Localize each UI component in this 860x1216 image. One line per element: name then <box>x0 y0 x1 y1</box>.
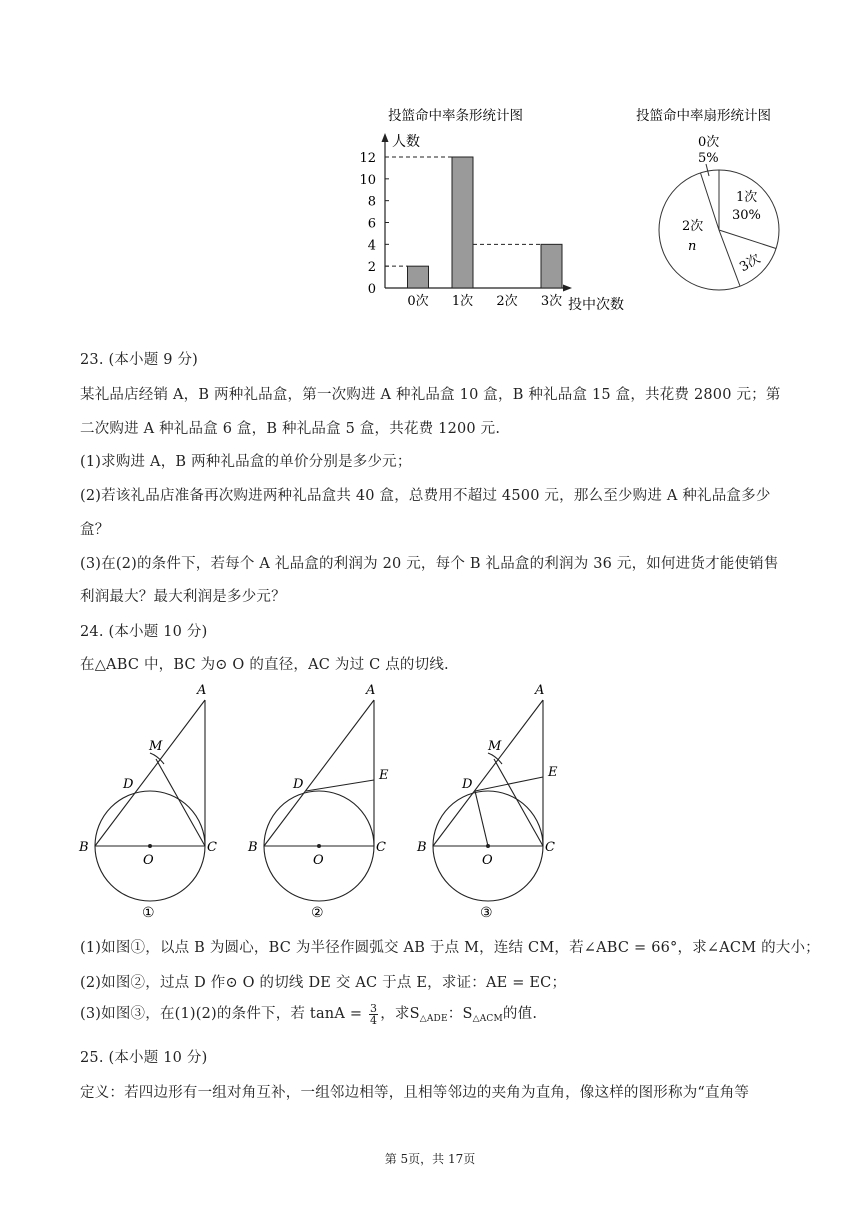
pie-label-0: 0次 <box>698 135 720 150</box>
y-tick-label: 4 <box>367 238 376 254</box>
pie-chart <box>630 100 830 300</box>
x-category-label: 0次 <box>407 294 429 309</box>
q24-figures <box>70 680 590 920</box>
q23-part-1: (1)求购进 A，B 两种礼品盒的单价分别是多少元； <box>80 454 412 470</box>
svg-text:C: C <box>207 840 217 855</box>
figure-2-number: ② <box>311 905 324 920</box>
q23-part-2b: 盒？ <box>80 522 110 538</box>
pie-pct-1: 30% <box>732 208 761 223</box>
svg-text:B: B <box>248 840 258 855</box>
q23-line-1: 某礼品店经销 A，B 两种礼品盒，第一次购进 A 种礼品盒 10 盒，B 种礼品盒 15 盒，共花费 2800 元；第 <box>80 387 781 403</box>
q23-part-3b: 利润最大？最大利润是多少元？ <box>80 589 286 605</box>
pie-divider-1-3 <box>719 230 776 249</box>
svg-text:A: A <box>197 683 207 698</box>
bar-chart <box>340 100 650 325</box>
x-axis-arrow <box>563 285 572 292</box>
figure-3 <box>416 683 558 920</box>
bar-3 <box>541 244 562 288</box>
svg-text:M: M <box>149 739 163 754</box>
q23-line-2: 二次购进 A 种礼品盒 6 盒，B 种礼品盒 5 盒，共花费 1200 元. <box>80 421 501 437</box>
pie-chart-title: 投篮命中率扇形统计图 <box>636 108 771 124</box>
bar-0 <box>408 266 429 288</box>
y-tick-label: 0 <box>367 282 376 297</box>
y-tick-label: 8 <box>367 194 376 210</box>
figure-3-number: ③ <box>480 905 493 920</box>
y-tick-label: 12 <box>359 151 376 166</box>
svg-text:O: O <box>482 853 493 868</box>
x-axis-label: 投中次数 <box>568 297 624 313</box>
y-axis-arrow <box>382 133 389 142</box>
svg-text:C: C <box>376 840 386 855</box>
q24-part-1: (1)如图①，以点 B 为圆心，BC 为半径作圆弧交 AB 于点 M，连结 CM，若∠ABC = 66°，求∠ACM 的大小； <box>80 940 820 956</box>
svg-text:E: E <box>548 765 558 780</box>
svg-text:O: O <box>313 853 324 868</box>
svg-text:B: B <box>417 840 427 855</box>
y-tick-label: 10 <box>359 172 376 188</box>
svg-text:E: E <box>379 768 389 783</box>
y-tick-label: 2 <box>367 260 376 276</box>
y-tick-label: 6 <box>367 216 376 232</box>
svg-text:A: A <box>535 683 545 698</box>
q25-heading: 25. (本小题 10 分) <box>80 1050 208 1066</box>
fraction-3-4: $\frac{3}{4}$ <box>369 1001 378 1027</box>
svg-text:A: A <box>366 683 376 698</box>
svg-text:M: M <box>488 739 502 754</box>
svg-text:O: O <box>143 853 154 868</box>
figure-2 <box>247 683 389 920</box>
q23-part-2a: (2)若该礼品店准备再次购进两种礼品盒共 40 盒，总费用不超过 4500 元，那么至少购进 A 种礼品盒多少 <box>80 488 771 504</box>
svg-text:D: D <box>462 777 473 792</box>
svg-text:D: D <box>123 777 134 792</box>
pie-label-3: 3次 <box>737 251 764 276</box>
q25-line-1: 定义：若四边形有一组对角互补，一组邻边相等，且相等邻边的夹角为直角，像这样的图形称为“直角等 <box>80 1085 750 1101</box>
x-category-label: 1次 <box>451 294 474 309</box>
x-category-label: 3次 <box>540 294 563 309</box>
bar-chart-title: 投篮命中率条形统计图 <box>388 108 523 124</box>
q23-heading: 23. (本小题 9 分) <box>80 352 199 368</box>
figure-1 <box>78 683 217 920</box>
q24-part-3: (3)如图③，在(1)(2)的条件下，若 tanA = $\frac{3}{4}$ ，求$S_{\triangle ADE}$：$S_{\triangle ACM}$的值. <box>80 1001 538 1027</box>
pie-divider-3-2 <box>719 230 740 286</box>
svg-text:D: D <box>293 777 304 792</box>
q24-heading: 24. (本小题 10 分) <box>80 624 208 640</box>
y-axis-label: 人数 <box>392 134 420 150</box>
pie-label-2: 2次 <box>682 219 704 234</box>
pie-pct-2: n <box>688 239 697 254</box>
q24-intro: 在△ABC 中，BC 为⊙ O 的直径，AC 为过 C 点的切线. <box>80 657 449 673</box>
page-footer: 第 5页，共 17页 <box>384 1152 476 1166</box>
x-category-label: 2次 <box>496 294 518 309</box>
pie-label-1: 1次 <box>736 190 758 205</box>
q24-part-2: (2)如图②，过点 D 作⊙ O 的切线 DE 交 AC 于点 E，求证：AE = EC； <box>80 975 567 991</box>
svg-text:B: B <box>79 840 89 855</box>
bar-1 <box>452 157 473 288</box>
pie-pct-0: 5% <box>698 151 719 166</box>
svg-text:C: C <box>545 840 555 855</box>
figure-1-number: ① <box>142 905 155 920</box>
q23-part-3a: (3)在(2)的条件下，若每个 A 礼品盒的利润为 20 元，每个 B 礼品盒的利润为 36 元，如何进货才能使销售 <box>80 556 779 572</box>
